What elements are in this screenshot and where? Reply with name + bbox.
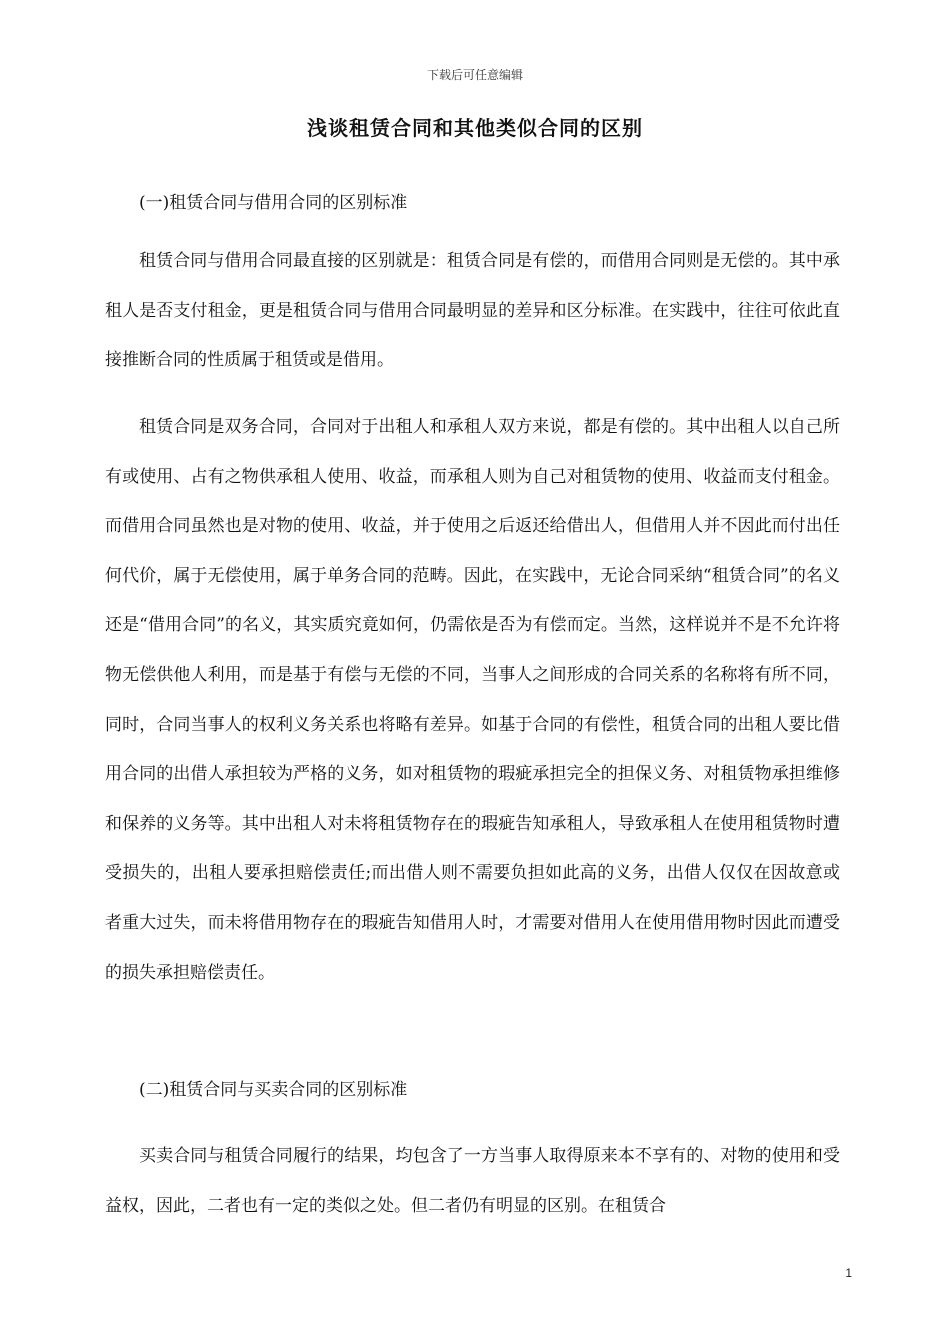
section1-paragraph1-block (105, 237, 840, 386)
section-heading: (二)租赁合同与买卖合同的区别标准 (139, 1080, 408, 1100)
section1-heading-block (105, 179, 840, 229)
section2-heading-block (105, 1066, 840, 1116)
body-paragraph: 租赁合同与借用合同最直接的区别就是：租赁合同是有偿的，而借用合同则是无偿的。其中承租人是否支付租金，更是租赁合同与借用合同最明显的差异和区分标准。在实践中，往往可依此直接推断合同的性质属于租赁或是借用。 (105, 251, 840, 371)
header-note: 下载后可任意编辑 (426, 68, 523, 82)
section1-paragraph2-block (105, 403, 840, 998)
section2-paragraph1-block (105, 1132, 840, 1231)
body-paragraph: 买卖合同与租赁合同履行的结果，均包含了一方当事人取得原来本不享有的、对物的使用和受益权，因此，二者也有一定的类似之处。但二者仍有明显的区别。在租赁合 (105, 1146, 840, 1216)
page-number: 1 (845, 1266, 852, 1280)
section-heading: (一)租赁合同与借用合同的区别标准 (139, 193, 408, 213)
body-paragraph: 租赁合同是双务合同，合同对于出租人和承租人双方来说，都是有偿的。其中出租人以自己所有或使用、占有之物供承租人使用、收益，而承租人则为自己对租赁物的使用、收益而支付租金。而借用合同虽然也是对物的使用、收益，并于使用之后返还给借出人，但借用人并不因此而付出任何代价，属于无偿使用，属于单务合同的范畴。因此，在实践中，无论合同采纳“租赁合同”的名义还是“借用合同”的名义，其实质究竟如何，仍需依是否为有偿而定。当然，这样说并不是不允许将物无偿供他人利用，而是基于有偿与无偿的不同，当事人之间形成的合同关系的名称将有所不同，同时，合同当事人的权利义务关系也将略有差异。如基于合同的有偿性，租赁合同的出租人要比借用合同的出借人承担较为严格的义务，如对租赁物的瑕疵承担完全的担保义务、对租赁物承担维修和保养的义务等。其中出租人对未将租赁物存在的瑕疵告知承租人，导致承租人在使用租赁物时遭受损失的，出租人要承担赔偿责任;而出借人则不需要负担如此高的义务，出借人仅仅在因故意或者重大过失，而未将借用物存在的瑕疵告知借用人时，才需要对借用人在使用借用物时因此而遭受的损失承担赔偿责任。 (105, 417, 840, 983)
document-title: 浅谈租赁合同和其他类似合同的区别 (307, 116, 643, 140)
